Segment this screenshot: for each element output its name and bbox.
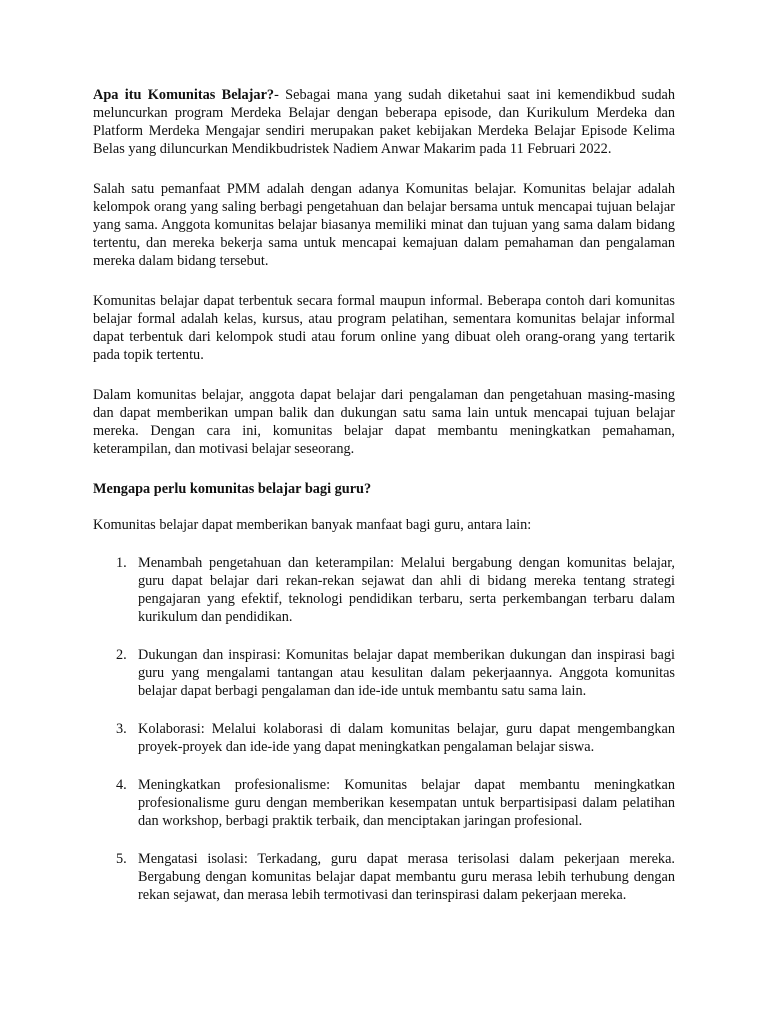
paragraph-3: Dalam komunitas belajar, anggota dapat belajar dari pengalaman dan pengetahuan masing-masing dan dapat memberikan umpan balik dan dukungan satu sama lain untuk mencapai tujuan belajar mereka. Dengan cara ini, komunitas belajar dapat membantu meningkatkan pemahaman, keterampilan, dan motivasi belajar seseorang. (93, 387, 675, 457)
list-item (93, 646, 675, 700)
list-item-text: Dukungan dan inspirasi: Komunitas belajar dapat memberikan dukungan dan inspirasi bagi guru yang mengalami tantangan atau kesulitan dalam pekerjaannya. Anggota komunitas belajar dapat berbagi pengalaman dan ide-ide untuk membantu satu sama lain. (138, 647, 675, 699)
intro-heading: Apa itu Komunitas Belajar? (93, 87, 275, 103)
list-item-text: Meningkatkan profesionalisme: Komunitas belajar dapat membantu meningkatkan profesionalisme guru dengan memberikan kesempatan untuk berpartisipasi dalam pelatihan dan workshop, berbagi praktik terbaik, dan menciptakan jaringan profesional. (138, 777, 675, 829)
list-number: 2. (116, 647, 127, 663)
paragraph-2: Komunitas belajar dapat terbentuk secara formal maupun informal. Beberapa contoh dari komunitas belajar formal adalah kelas, kursus, atau program pelatihan, sementara komunitas belajar informal dapat terbentuk dari kelompok studi atau forum online yang dibuat oleh orang-orang yang tertarik pada topik tertentu. (93, 293, 675, 363)
list-item (93, 720, 675, 756)
list-item-text: Kolaborasi: Melalui kolaborasi di dalam komunitas belajar, guru dapat mengembangkan proyek-proyek dan ide-ide yang dapat meningkatkan pengalaman belajar siswa. (138, 721, 675, 755)
section-heading: Mengapa perlu komunitas belajar bagi guru? (93, 481, 372, 497)
paragraph-1: Salah satu pemanfaat PMM adalah dengan adanya Komunitas belajar. Komunitas belajar adalah kelompok orang yang saling berbagi pengetahuan dan belajar bersama untuk mencapai tujuan belajar yang sama. Anggota komunitas belajar biasanya memiliki minat dan tujuan yang sama dalam bidang tertentu, dan mereka bekerja sama untuk mencapai kemajuan dalam pemahaman dan pengalaman mereka dalam bidang tersebut. (93, 181, 675, 269)
list-item (93, 554, 675, 626)
intro-text: - Sebagai mana yang sudah diketahui saat ini kemendikbud sudah meluncurkan program Merdeka Belajar dengan beberapa episode, dan Kurikulum Merdeka dan Platform Merdeka Mengajar sendiri merupakan paket kebijakan Merdeka Belajar Episode Kelima Belas yang diluncurkan Mendikbudristek Nadiem Anwar Makarim pada 11 Februari 2022. (93, 87, 675, 157)
list-number: 4. (116, 777, 127, 793)
intro-paragraph (93, 86, 675, 158)
list-number: 1. (116, 555, 127, 571)
list-number: 3. (116, 721, 127, 737)
list-item-text: Menambah pengetahuan dan keterampilan: Melalui bergabung dengan komunitas belajar, guru dapat belajar dari rekan-rekan sejawat dan ahli di bidang mereka tentang strategi pengajaran yang efektif, teknologi pendidikan terbaru, serta perkembangan terbaru dalam kurikulum dan pendidikan. (138, 555, 675, 625)
section-intro: Komunitas belajar dapat memberikan banyak manfaat bagi guru, antara lain: (93, 517, 532, 533)
list-item (93, 776, 675, 830)
benefits-list (93, 554, 675, 904)
list-number: 5. (116, 851, 127, 867)
list-item-text: Mengatasi isolasi: Terkadang, guru dapat merasa terisolasi dalam pekerjaan mereka. Bergabung dengan komunitas belajar dapat membantu guru merasa lebih terhubung dengan rekan sejawat, dan merasa lebih termotivasi dan terinspirasi dalam pekerjaan mereka. (138, 851, 675, 903)
list-item (93, 850, 675, 904)
